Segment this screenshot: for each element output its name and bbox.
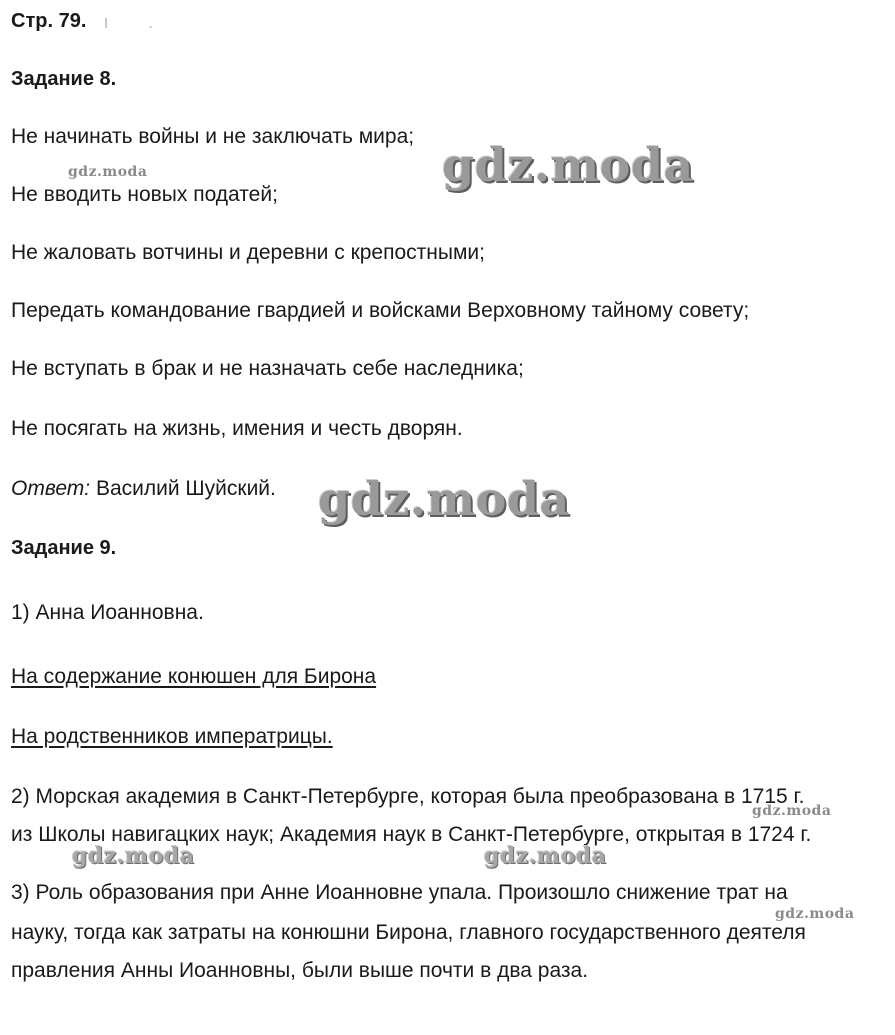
task9-p3-line: 3) Роль образования при Анне Иоанновне упала. Произошло снижение трат на xyxy=(11,881,788,904)
task8-item: Не вводить новых податей; xyxy=(11,183,278,206)
task9-underlined-1: На содержание конюшен для Бирона xyxy=(11,665,377,688)
task9-p2-line: из Школы навигацких наук; Академия наук в Санкт-Петербурге, открытая в 1724 г. xyxy=(11,823,812,846)
answer-label: Ответ: xyxy=(11,477,91,500)
task9-underlined-2: На родственников императрицы. xyxy=(11,725,333,748)
watermark: gdz.moda xyxy=(68,164,148,180)
watermark: gdz.moda xyxy=(318,472,570,526)
watermark: gdz.moda xyxy=(752,803,832,819)
task8-item: Не посягать на жизнь, имения и честь дворян. xyxy=(11,417,463,440)
task9-p1: 1) Анна Иоанновна. xyxy=(11,601,204,624)
task9-p3-line: правления Анны Иоанновны, были выше почти в два раза. xyxy=(11,959,589,982)
page-header: Стр. 79. xyxy=(11,10,87,32)
watermark: gdz.moda xyxy=(775,906,855,922)
task8-item: Не жаловать вотчины и деревни с крепостными; xyxy=(11,241,485,264)
watermark: gdz.moda xyxy=(72,843,195,869)
task8-title: Задание 8. xyxy=(11,68,117,90)
watermark: gdz.moda xyxy=(484,843,607,869)
task8-item: Не начинать войны и не заключать мира; xyxy=(11,125,415,148)
task8-answer xyxy=(11,476,276,502)
task9-p2-line: 2) Морская академия в Санкт-Петербурге, которая была преобразована в 1715 г. xyxy=(11,785,805,808)
task9-title: Задание 9. xyxy=(11,537,117,559)
task9-p3-line: науку, тогда как затраты на конюшни Бирона, главного государственного деятеля xyxy=(11,921,806,944)
answer-text: Василий Шуйский. xyxy=(90,477,276,500)
watermark: gdz.moda xyxy=(442,138,694,192)
task8-item: Не вступать в брак и не назначать себе наследника; xyxy=(11,357,524,380)
smudge-mark: ι . xyxy=(104,12,154,32)
task8-item: Передать командование гвардией и войсками Верховному тайному совету; xyxy=(11,299,750,322)
